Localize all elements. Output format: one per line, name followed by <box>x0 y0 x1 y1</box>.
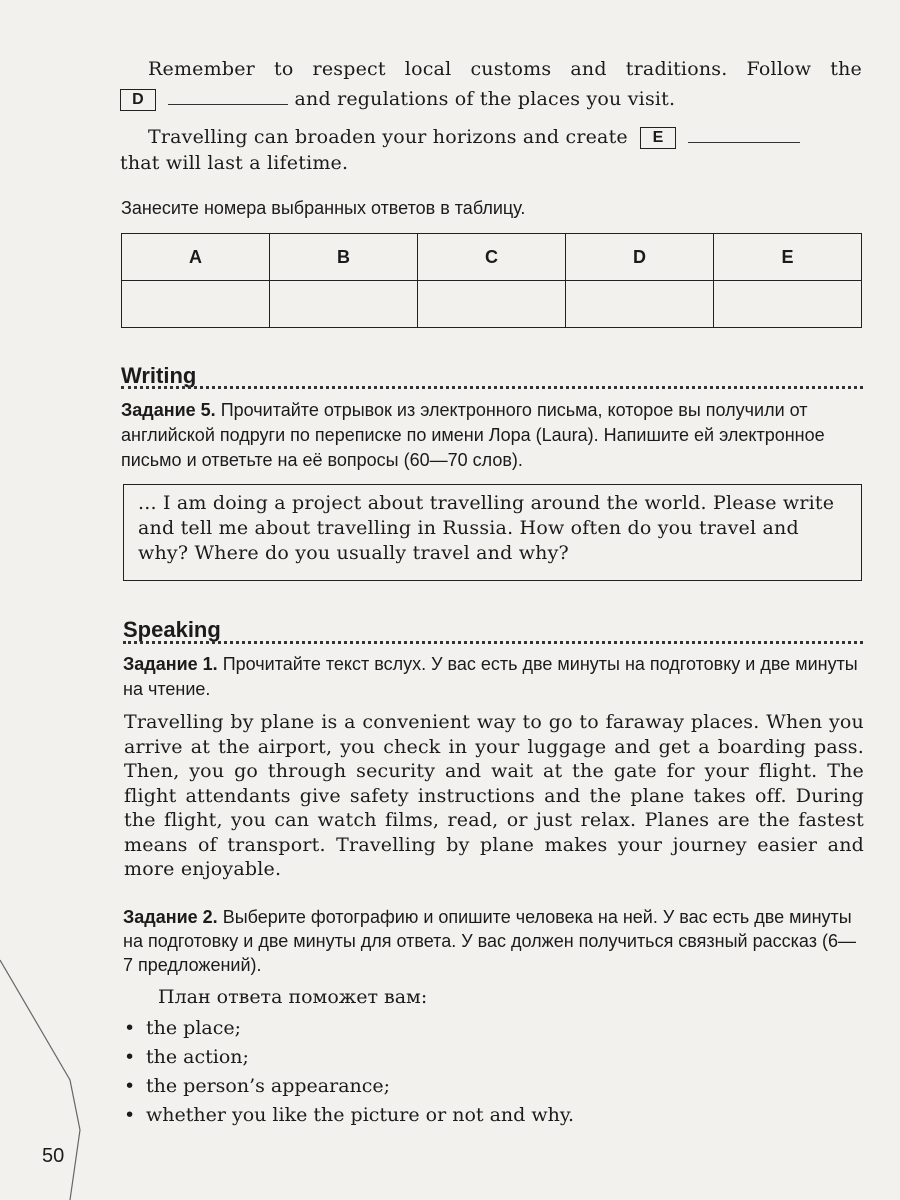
list-item: • whether you like the picture or not and why. <box>124 1101 574 1130</box>
top-paragraph <box>120 56 862 176</box>
answer-header-c: C <box>418 234 566 281</box>
letter-excerpt-box <box>123 484 862 581</box>
top-line-3: Travelling can broaden your horizons and create E <box>120 124 862 150</box>
answer-header-e: E <box>714 234 862 281</box>
bullet-icon: • <box>124 1075 136 1097</box>
answer-cell-d[interactable] <box>566 281 714 328</box>
answer-cell-c[interactable] <box>418 281 566 328</box>
top-line-2: D and regulations of the places you visit. <box>120 86 862 112</box>
speaking-task-2-text: Выберите фотографию и опишите человека на ней. У вас есть две минуты на подготовку и две минуты для ответа. У вас должен получиться связный рассказ (6—7 предложений). <box>123 907 856 975</box>
bullet-icon: • <box>124 1017 136 1039</box>
answer-header-a: A <box>122 234 270 281</box>
letter-excerpt: ... I am doing a project about travelling around the world. Please write and tell me about travelling in Russia. How often do you travel and why? Where do you usually travel and why? <box>138 492 835 564</box>
reading-text: Travelling by plane is a convenient way to go to faraway places. When you arrive at the airport, you check in your luggage and get a boarding pass. Then, you go through security and wait at the gate for your flight. The flight attendants give safety instructions and the plane takes off. During the flight, you can watch films, read, or just relax. Planes are the fastest means of transport. Travelling by plane makes your journey easier and more enjoyable. <box>124 711 864 880</box>
answer-table-header-row <box>122 234 862 281</box>
answer-box-e: E <box>640 127 676 149</box>
list-item: • the person’s appearance; <box>124 1072 574 1101</box>
top-line-4: that will last a lifetime. <box>120 152 349 174</box>
answer-cell-b[interactable] <box>270 281 418 328</box>
plan-intro: План ответа поможет вам: <box>158 986 428 1008</box>
answer-table-input-row <box>122 281 862 328</box>
speaking-task-2-label: Задание 2. <box>123 907 218 927</box>
answer-header-d: D <box>566 234 714 281</box>
speaking-task-2 <box>123 905 865 977</box>
speaking-divider <box>123 641 863 644</box>
top-line-1: Remember to respect local customs and traditions. Follow the <box>148 58 862 80</box>
writing-task <box>121 398 863 473</box>
writing-title: Writing <box>121 363 197 388</box>
answer-cell-a[interactable] <box>122 281 270 328</box>
answer-blank-e <box>688 142 800 143</box>
writing-task-text: Прочитайте отрывок из электронного письма, которое вы получили от английской подруги по переписке по имени Лора (Laura). Напишите ей электронное письмо и ответьте на её вопросы (60—70 слов). <box>121 400 825 470</box>
plan-list <box>124 1014 574 1130</box>
answer-blank-d <box>168 104 288 105</box>
answer-table <box>121 233 862 328</box>
page-number: 50 <box>42 1145 65 1167</box>
speaking-task-1 <box>123 652 863 702</box>
table-instruction: Занесите номера выбранных ответов в таблицу. <box>121 198 526 218</box>
answer-cell-e[interactable] <box>714 281 862 328</box>
writing-divider <box>121 386 863 389</box>
answer-header-b: B <box>270 234 418 281</box>
speaking-task-1-text: Прочитайте текст вслух. У вас есть две минуты на подготовку и две минуты на чтение. <box>123 654 858 699</box>
answer-box-d: D <box>120 89 156 111</box>
list-item: • the place; <box>124 1014 574 1043</box>
writing-task-label: Задание 5. <box>121 400 216 420</box>
bullet-icon: • <box>124 1104 136 1126</box>
list-item: • the action; <box>124 1043 574 1072</box>
speaking-task-1-label: Задание 1. <box>123 654 218 674</box>
bullet-icon: • <box>124 1046 136 1068</box>
speaking-title: Speaking <box>123 617 221 642</box>
